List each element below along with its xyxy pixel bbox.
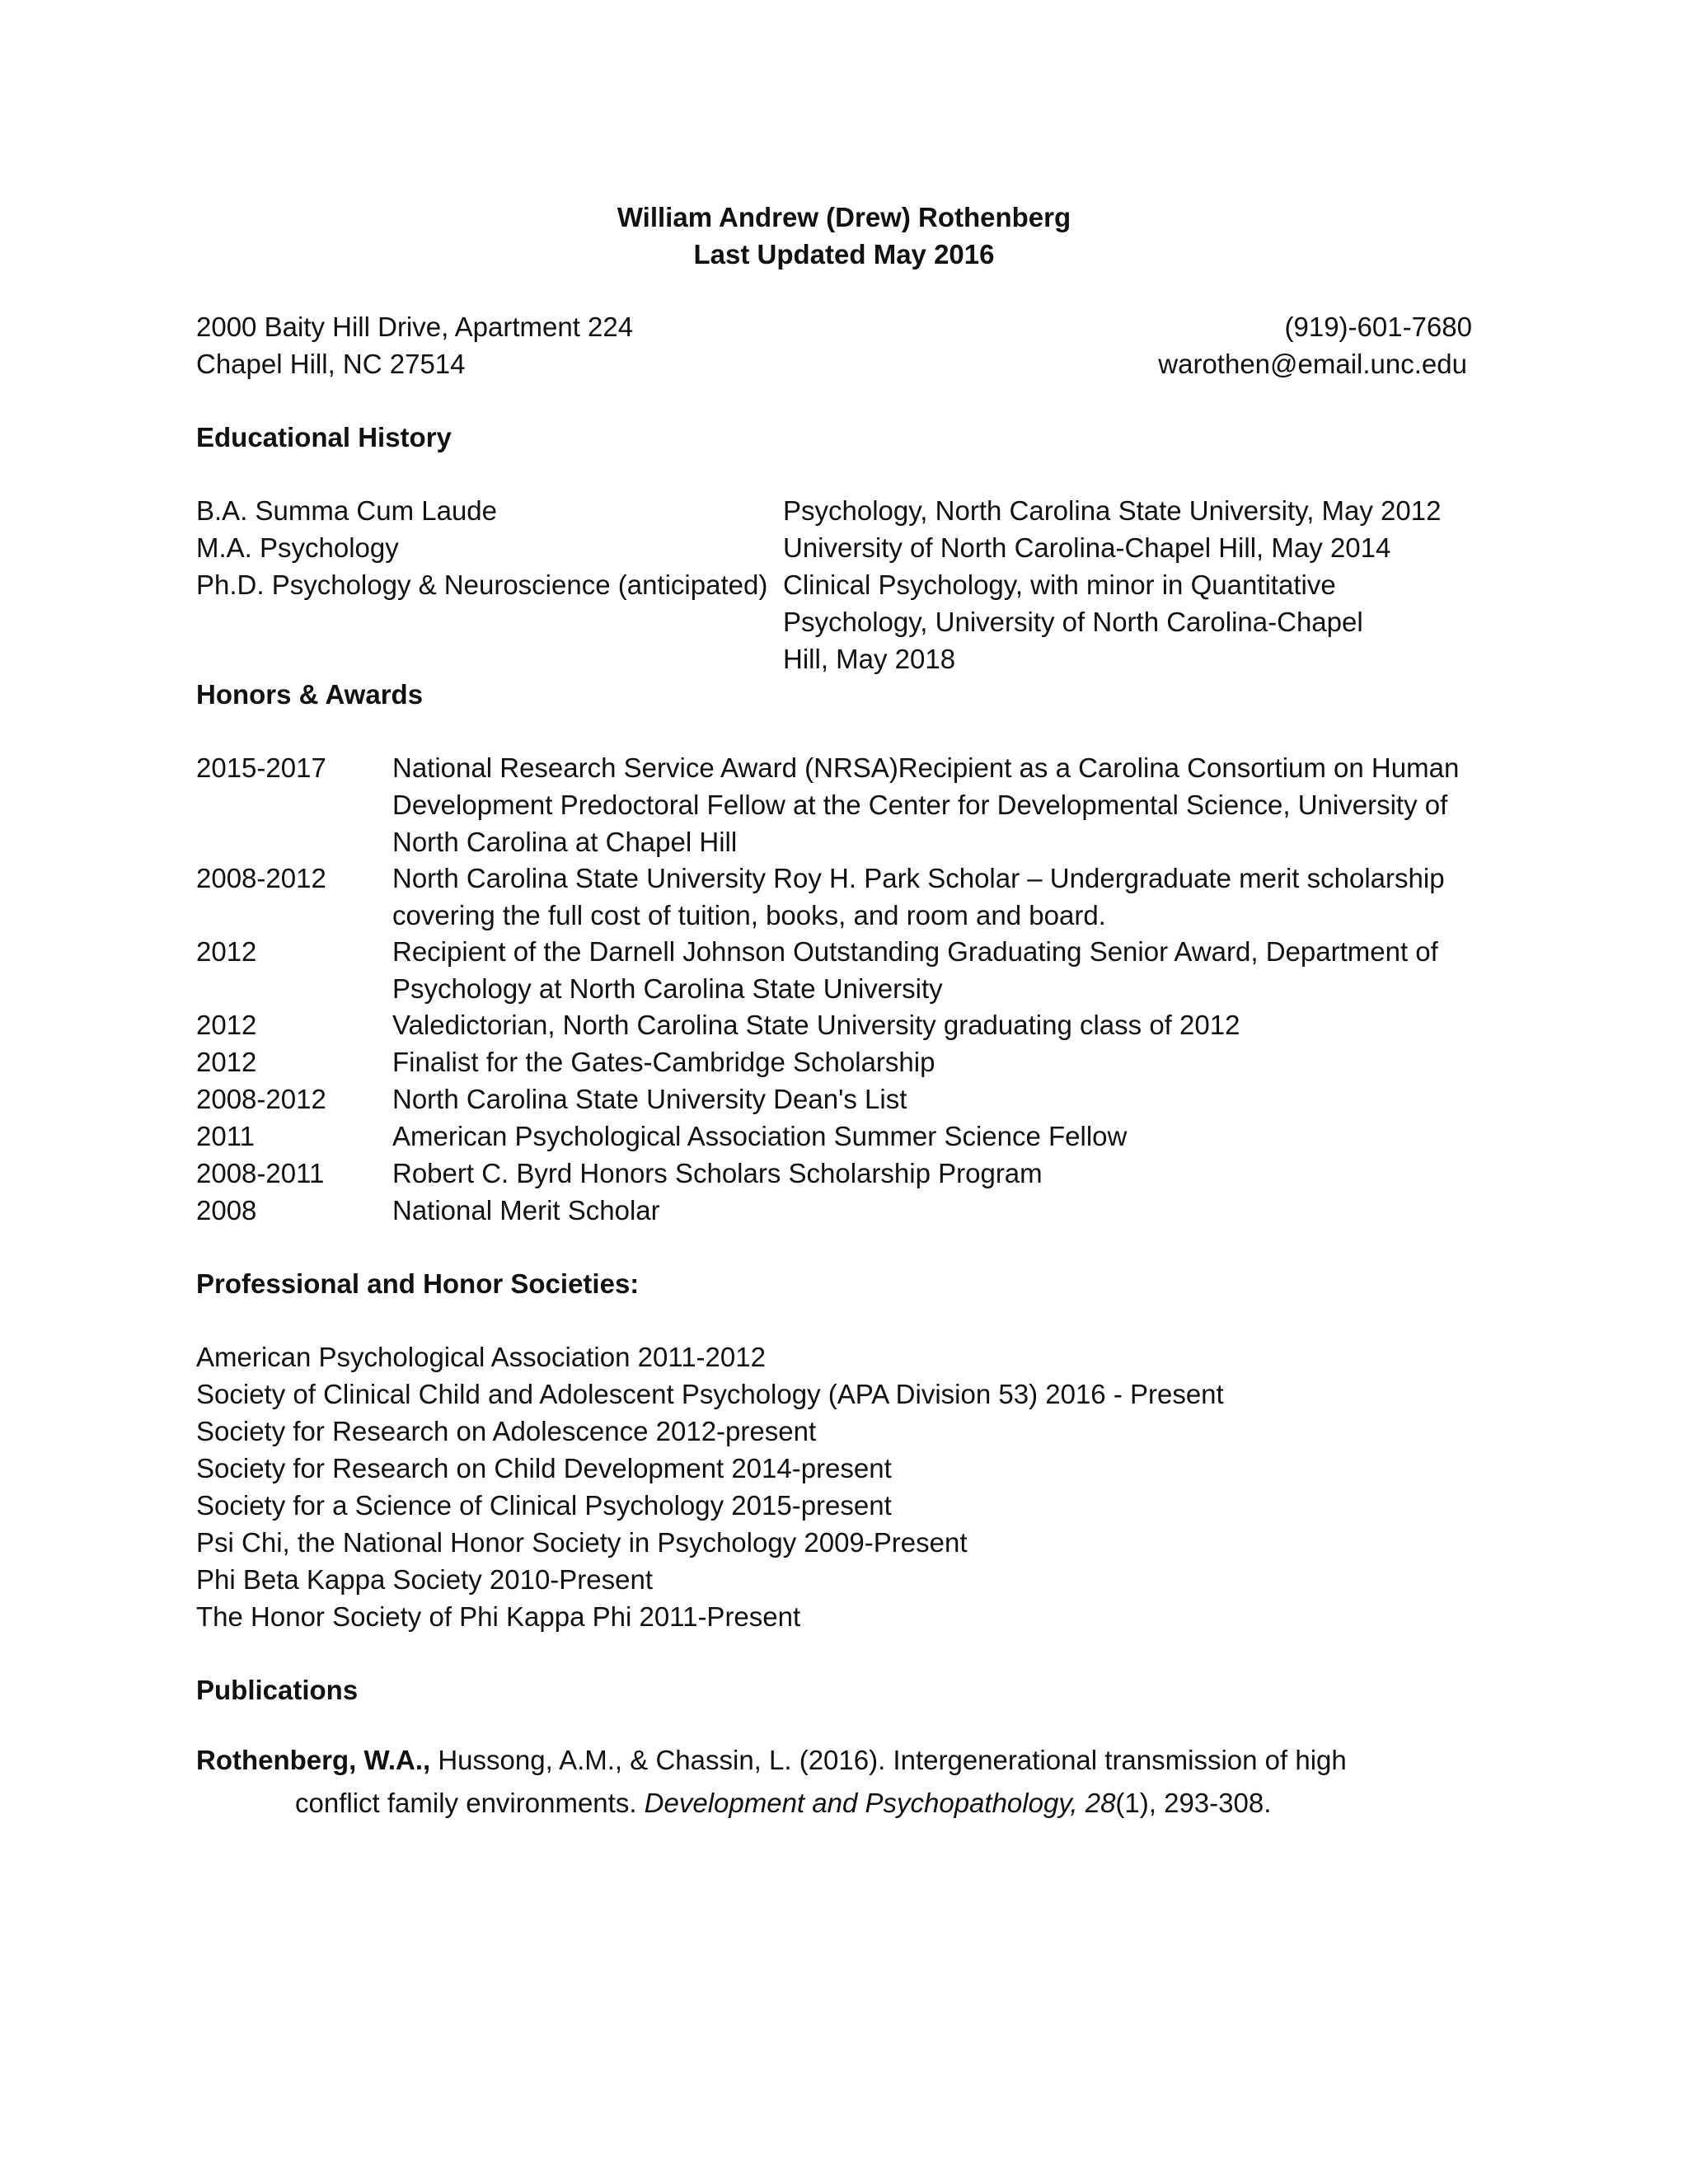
education-detail: Psychology, North Carolina State University, May 2012 bbox=[783, 495, 1442, 526]
publications-heading: Publications bbox=[196, 1675, 359, 1705]
honor-year: 2008 bbox=[196, 1195, 257, 1226]
society-item: American Psychological Association 2011-2012 bbox=[196, 1342, 766, 1372]
phone-number: (919)-601-7680 bbox=[1284, 312, 1472, 342]
society-item: Society for a Science of Clinical Psychology 2015-present bbox=[196, 1490, 892, 1521]
society-item: Phi Beta Kappa Society 2010-Present bbox=[196, 1564, 654, 1595]
society-item: Psi Chi, the National Honor Society in Psychology 2009-Present bbox=[196, 1527, 968, 1558]
honor-year: 2008-2011 bbox=[196, 1158, 325, 1188]
honor-text: Valedictorian, North Carolina State University graduating class of 2012 bbox=[392, 1010, 1240, 1040]
last-updated: Last Updated May 2016 bbox=[693, 239, 995, 269]
address-line-1: 2000 Baity Hill Drive, Apartment 224 bbox=[196, 312, 634, 342]
publication-text: Hussong, A.M., & Chassin, L. (2016). Intergenerational transmission of high conflict family environments. bbox=[295, 1745, 1347, 1818]
honor-year: 2011 bbox=[196, 1121, 255, 1151]
publication-pages: (1), 293-308. bbox=[1115, 1788, 1272, 1818]
society-item: Society of Clinical Child and Adolescent Psychology (APA Division 53) 2016 - Present bbox=[196, 1379, 1224, 1409]
honor-text: North Carolina State University Dean's List bbox=[392, 1084, 907, 1114]
society-item: Society for Research on Child Development 2014-present bbox=[196, 1453, 892, 1483]
education-detail: Clinical Psychology, with minor in Quantitative Psychology, University of North Carolina-Chapel Hill, May 2018 bbox=[783, 569, 1363, 674]
honor-text: Finalist for the Gates-Cambridge Scholarship bbox=[392, 1047, 935, 1077]
honor-year: 2012 bbox=[196, 936, 257, 967]
publication-journal: Development and Psychopathology, 28 bbox=[644, 1788, 1116, 1818]
society-item: The Honor Society of Phi Kappa Phi 2011-Present bbox=[196, 1601, 801, 1632]
honor-year: 2008-2012 bbox=[196, 863, 326, 893]
publication-author: Rothenberg, W.A., bbox=[196, 1745, 431, 1775]
honor-text: National Research Service Award (NRSA)Recipient as a Carolina Consortium on Human Development Predoctoral Fellow at the Center for Developmental Science, University of North Carolina at Chapel Hill bbox=[392, 752, 1460, 857]
honor-text: Robert C. Byrd Honors Scholars Scholarship Program bbox=[392, 1158, 1043, 1188]
address-line-2: Chapel Hill, NC 27514 bbox=[196, 349, 466, 379]
society-item: Society for Research on Adolescence 2012-present bbox=[196, 1416, 817, 1446]
societies-heading: Professional and Honor Societies: bbox=[196, 1268, 640, 1299]
honor-year: 2008-2012 bbox=[196, 1084, 326, 1114]
honor-text: North Carolina State University Roy H. Park Scholar – Undergraduate merit scholarship covering the full cost of tuition, books, and room and board. bbox=[392, 863, 1445, 930]
education-degree: Ph.D. Psychology & Neuroscience (anticipated) bbox=[196, 569, 768, 600]
honor-year: 2012 bbox=[196, 1047, 257, 1077]
education-degree: M.A. Psychology bbox=[196, 532, 399, 563]
email-address: warothen@email.unc.edu bbox=[1158, 349, 1467, 379]
honors-heading: Honors & Awards bbox=[196, 679, 424, 710]
honor-year: 2015-2017 bbox=[196, 752, 326, 783]
cv-name: William Andrew (Drew) Rothenberg bbox=[617, 202, 1071, 232]
honor-text: American Psychological Association Summer Science Fellow bbox=[392, 1121, 1128, 1151]
education-degree: B.A. Summa Cum Laude bbox=[196, 495, 497, 526]
education-heading: Educational History bbox=[196, 422, 452, 452]
publication-entry bbox=[196, 1739, 1383, 1825]
honor-year: 2012 bbox=[196, 1010, 257, 1040]
honor-text: National Merit Scholar bbox=[392, 1195, 660, 1226]
honor-text: Recipient of the Darnell Johnson Outstanding Graduating Senior Award, Department of Psychology at North Carolina State University bbox=[392, 936, 1438, 1004]
education-detail: University of North Carolina-Chapel Hill, May 2014 bbox=[783, 532, 1391, 563]
